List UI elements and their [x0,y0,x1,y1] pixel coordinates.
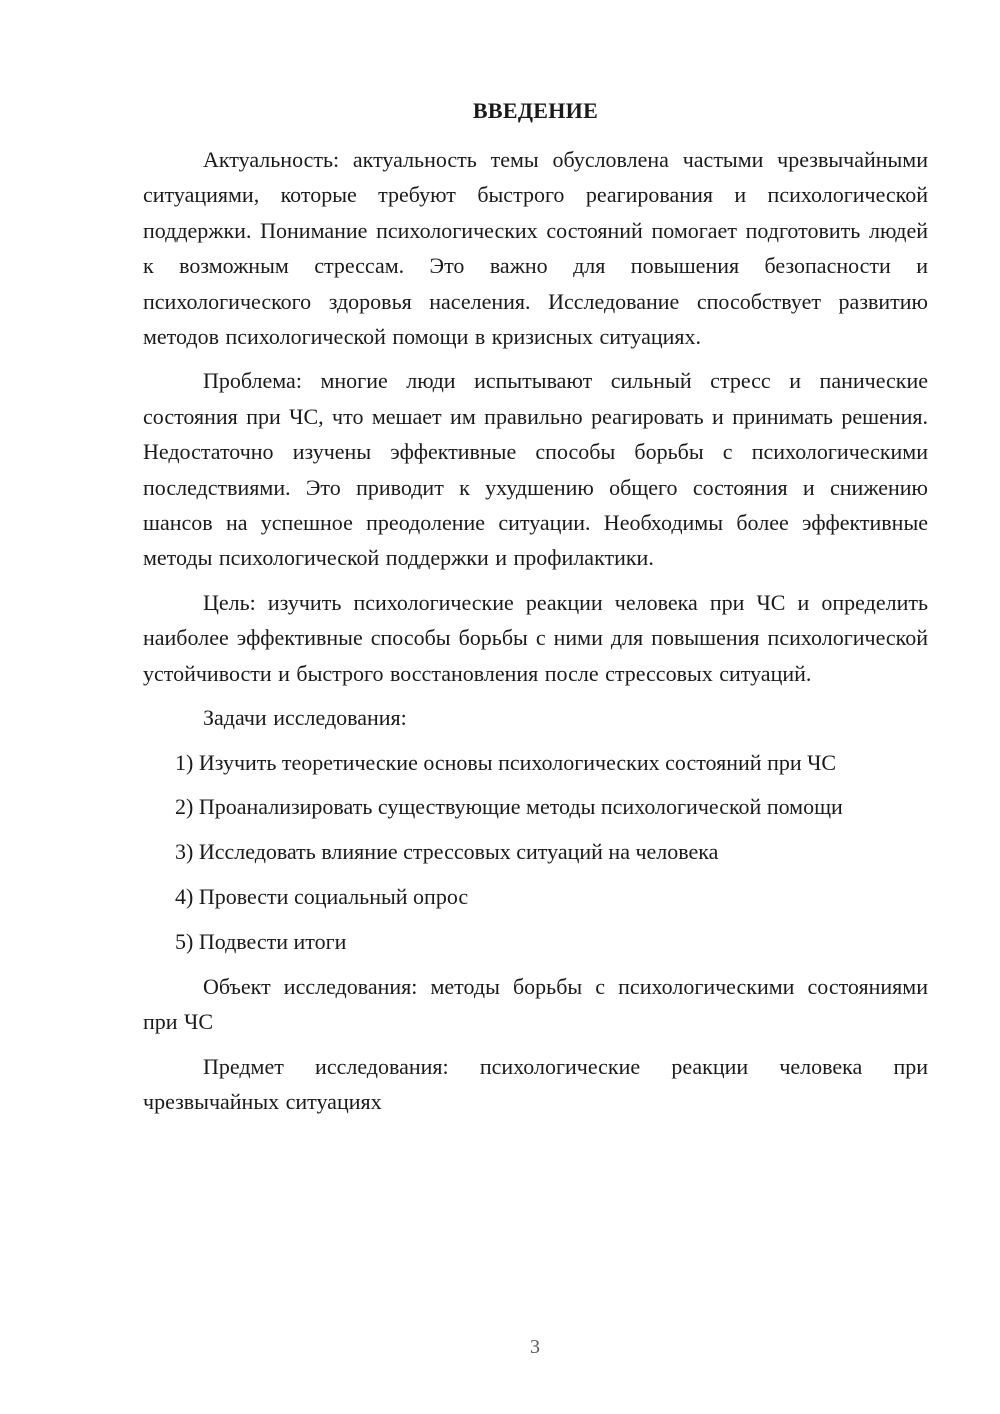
list-item: 2) Проанализировать существующие методы психологической помощи [175,794,843,820]
paragraph-subject: Предмет исследования: психологические реакции человека при чрезвычайных ситуациях [143,1053,928,1115]
list-item: 4) Провести социальный опрос [175,884,469,910]
paragraph-goal: Цель: изучить психологические реакции человека при ЧС и определить наиболее эффективные способы борьбы с ними для повышения психологической устойчивости и быстрого восстановления после стрессовых ситуаций. [143,589,928,686]
tasks-list [143,745,928,960]
paragraph-object: Объект исследования: методы борьбы с психологическими состояниями при ЧС [143,974,928,1035]
list-item: 5) Подвести итоги [175,929,347,955]
paragraph-relevance: Актуальность: актуальность темы обусловлена частыми чрезвычайными ситуациями, которые требуют быстрого реагирования и психологической поддержки. Понимание психологических состояний помогает подготовить людей к возможным стрессам. Это важно для повышения безопасности и психологического здоровья населения. Исследование способствует развитию методов психологической помощи в кризисных ситуациях. [143,147,928,350]
page-number: 3 [530,1336,540,1358]
document-body [143,142,928,1129]
list-item: 1) Изучить теоретические основы психологических состояний при ЧС [175,749,837,775]
tasks-heading: Задачи исследования: [203,705,407,731]
list-item: 3) Исследовать влияние стрессовых ситуаций на человека [175,839,719,865]
paragraph-problem: Проблема: многие люди испытывают сильный стресс и панические состояния при ЧС, что мешает им правильно реагировать и принимать решения. Недостаточно изучены эффективные способы борьбы с психологическими последствиями. Это приводит к ухудшению общего состояния и снижению шансов на успешное преодоление ситуации. Необходимы более эффективные методы психологической поддержки и профилактики. [143,368,928,571]
page-title: ВВЕДЕНИЕ [472,98,599,123]
